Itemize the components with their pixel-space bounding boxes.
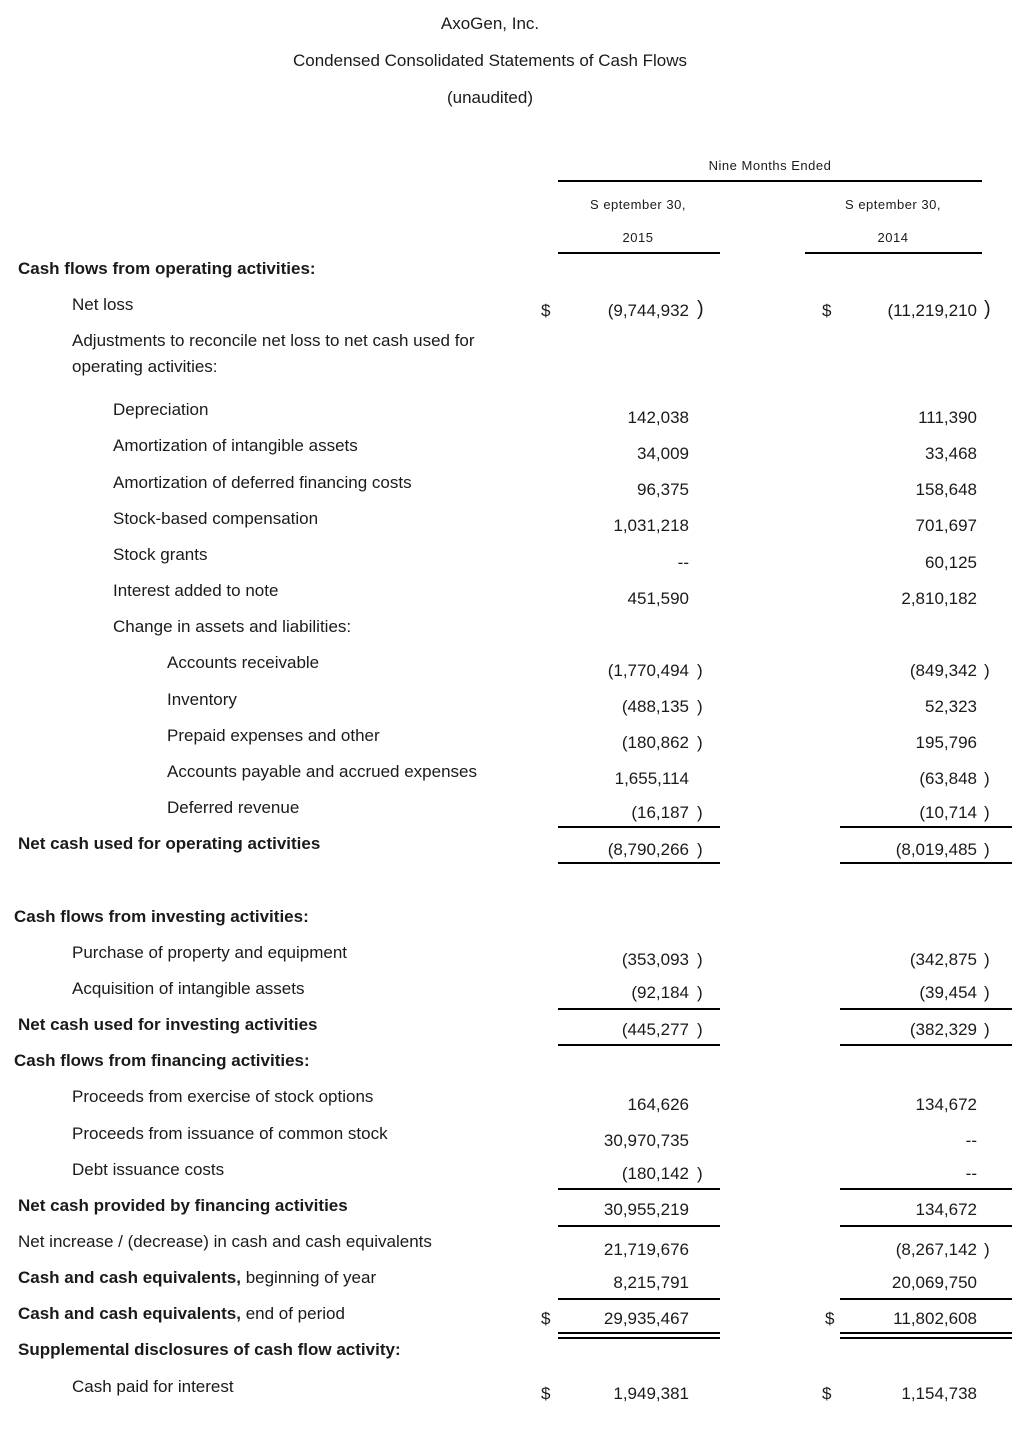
subtotal-rule bbox=[558, 1188, 720, 1190]
close-paren: ) bbox=[984, 298, 991, 320]
close-paren: ) bbox=[984, 840, 990, 859]
col2-header-rule bbox=[805, 252, 982, 254]
net-operating-2015: (8,790,266 bbox=[607, 840, 689, 859]
investing-activities-heading: Cash flows from investing activities: bbox=[14, 907, 309, 926]
supplemental-heading: Supplemental disclosures of cash flow activity: bbox=[18, 1340, 401, 1359]
close-paren: ) bbox=[984, 1020, 990, 1039]
close-paren: ) bbox=[697, 733, 703, 752]
net-operating-label: Net cash used for operating activities bbox=[18, 834, 321, 853]
ppe-label: Purchase of property and equipment bbox=[72, 943, 348, 962]
close-paren: ) bbox=[984, 950, 990, 969]
close-paren: ) bbox=[984, 1240, 990, 1259]
total-rule bbox=[558, 862, 720, 864]
common-stock-2014: -- bbox=[965, 1131, 977, 1150]
subtotal-rule bbox=[840, 1298, 1012, 1300]
depreciation-2015: 142,038 bbox=[627, 408, 689, 427]
adjustments-label-line1: Adjustments to reconcile net loss to net cash used for bbox=[72, 331, 475, 350]
dollar-sign: $ bbox=[541, 1384, 551, 1403]
net-loss-2014: (11,219,210 bbox=[887, 301, 977, 320]
ppe-2015: (353,093 bbox=[621, 950, 689, 969]
stock-grants-2015: -- bbox=[677, 553, 689, 572]
close-paren: ) bbox=[697, 661, 703, 680]
deferred-revenue-2014: (10,714 bbox=[919, 803, 977, 822]
accounts-payable-label: Accounts payable and accrued expenses bbox=[167, 762, 477, 781]
change-assets-liabilities-label: Change in assets and liabilities: bbox=[113, 617, 352, 636]
depreciation-label: Depreciation bbox=[113, 400, 209, 419]
stock-options-2015: 164,626 bbox=[627, 1095, 689, 1114]
close-paren: ) bbox=[697, 298, 704, 320]
dollar-sign: $ bbox=[825, 1309, 835, 1328]
close-paren: ) bbox=[697, 983, 703, 1002]
header-rule bbox=[558, 180, 982, 182]
deferred-revenue-label: Deferred revenue bbox=[167, 798, 300, 817]
accounts-payable-2015: 1,655,114 bbox=[614, 769, 689, 788]
col2-header-line1: S eptember 30, bbox=[845, 197, 941, 212]
stock-comp-2015: 1,031,218 bbox=[613, 516, 689, 535]
acquisition-intangibles-2015: (92,184 bbox=[631, 983, 689, 1002]
net-loss-label: Net loss bbox=[72, 295, 134, 314]
net-financing-label: Net cash provided by financing activities bbox=[18, 1196, 348, 1215]
cash-end-label-bold: Cash and cash equivalents, bbox=[18, 1304, 241, 1323]
ppe-2014: (342,875 bbox=[909, 950, 977, 969]
stock-grants-2014: 60,125 bbox=[925, 553, 977, 572]
col1-header-line2: 2015 bbox=[622, 230, 654, 245]
cash-end-label-rest: end of period bbox=[240, 1304, 345, 1323]
stock-comp-2014: 701,697 bbox=[915, 516, 977, 535]
total-rule bbox=[840, 1044, 1012, 1046]
stock-options-2014: 134,672 bbox=[915, 1095, 977, 1114]
stock-grants-label: Stock grants bbox=[113, 545, 208, 564]
net-operating-2014: (8,019,485 bbox=[895, 840, 977, 859]
net-loss-2015: (9,744,932 bbox=[607, 301, 689, 320]
dollar-sign: $ bbox=[822, 1384, 832, 1403]
inventory-label: Inventory bbox=[167, 690, 237, 709]
col1-header-line1: S eptember 30, bbox=[590, 197, 686, 212]
depreciation-2014: 111,390 bbox=[918, 408, 977, 427]
period-header: Nine Months Ended bbox=[708, 158, 832, 173]
accounts-receivable-2015: (1,770,494 bbox=[607, 661, 689, 680]
cash-end-label bbox=[18, 1304, 345, 1324]
acquisition-intangibles-2014: (39,454 bbox=[919, 983, 977, 1002]
prepaid-label: Prepaid expenses and other bbox=[167, 726, 380, 745]
interest-note-2015: 451,590 bbox=[627, 589, 689, 608]
stock-comp-label: Stock-based compensation bbox=[113, 509, 319, 528]
dollar-sign: $ bbox=[822, 301, 832, 320]
operating-activities-heading: Cash flows from operating activities: bbox=[18, 259, 316, 278]
close-paren: ) bbox=[984, 803, 990, 822]
interest-paid-2015: 1,949,381 bbox=[613, 1384, 689, 1403]
close-paren: ) bbox=[697, 803, 703, 822]
col1-header-rule bbox=[558, 252, 720, 254]
net-change-2014: (8,267,142 bbox=[895, 1240, 977, 1259]
net-change-label: Net increase / (decrease) in cash and cash equivalents bbox=[18, 1232, 432, 1251]
total-rule bbox=[558, 1225, 720, 1227]
subtotal-rule bbox=[558, 1298, 720, 1300]
grand-total-double-rule bbox=[558, 1332, 720, 1339]
adjustments-label-line2: operating activities: bbox=[72, 357, 218, 376]
amortization-intangibles-label: Amortization of intangible assets bbox=[113, 436, 358, 455]
cash-beginning-2015: 8,215,791 bbox=[613, 1273, 689, 1292]
cash-beginning-2014: 20,069,750 bbox=[891, 1273, 977, 1292]
total-rule bbox=[558, 1044, 720, 1046]
amortization-intangibles-2014: 33,468 bbox=[925, 444, 977, 463]
cash-beginning-label-rest: beginning of year bbox=[240, 1268, 377, 1287]
deferred-revenue-2015: (16,187 bbox=[631, 803, 689, 822]
net-investing-2014: (382,329 bbox=[909, 1020, 977, 1039]
close-paren: ) bbox=[697, 1164, 703, 1183]
net-investing-2015: (445,277 bbox=[621, 1020, 689, 1039]
unaudited-note: (unaudited) bbox=[446, 88, 533, 107]
accounts-receivable-2014: (849,342 bbox=[909, 661, 977, 680]
close-paren: ) bbox=[984, 983, 990, 1002]
amortization-intangibles-2015: 34,009 bbox=[637, 444, 689, 463]
acquisition-intangibles-label: Acquisition of intangible assets bbox=[72, 979, 305, 998]
accounts-payable-2014: (63,848 bbox=[919, 769, 977, 788]
interest-paid-label: Cash paid for interest bbox=[72, 1377, 234, 1396]
close-paren: ) bbox=[697, 697, 703, 716]
debt-issuance-label: Debt issuance costs bbox=[72, 1160, 225, 1179]
subtotal-rule bbox=[558, 1008, 720, 1010]
close-paren: ) bbox=[984, 769, 990, 788]
debt-issuance-2015: (180,142 bbox=[621, 1164, 689, 1183]
amortization-financing-2015: 96,375 bbox=[637, 480, 689, 499]
prepaid-2014: 195,796 bbox=[915, 733, 977, 752]
financing-activities-heading: Cash flows from financing activities: bbox=[14, 1051, 310, 1070]
net-investing-label: Net cash used for investing activities bbox=[18, 1015, 318, 1034]
subtotal-rule bbox=[840, 1008, 1012, 1010]
grand-total-double-rule bbox=[840, 1332, 1012, 1339]
close-paren: ) bbox=[697, 840, 703, 859]
subtotal-rule bbox=[840, 826, 1012, 828]
stock-options-label: Proceeds from exercise of stock options bbox=[72, 1087, 374, 1106]
total-rule bbox=[840, 1225, 1012, 1227]
close-paren: ) bbox=[697, 950, 703, 969]
cash-beginning-label-bold: Cash and cash equivalents, bbox=[18, 1268, 241, 1287]
interest-note-2014: 2,810,182 bbox=[901, 589, 977, 608]
interest-note-label: Interest added to note bbox=[113, 581, 279, 600]
subtotal-rule bbox=[840, 1188, 1012, 1190]
amortization-financing-2014: 158,648 bbox=[915, 480, 977, 499]
net-financing-2014: 134,672 bbox=[915, 1200, 977, 1219]
subtotal-rule bbox=[558, 826, 720, 828]
company-name: AxoGen, Inc. bbox=[440, 14, 540, 33]
amortization-financing-label: Amortization of deferred financing costs bbox=[113, 473, 412, 492]
close-paren: ) bbox=[984, 661, 990, 680]
col2-header-line2: 2014 bbox=[877, 230, 909, 245]
cash-beginning-label bbox=[18, 1268, 376, 1288]
inventory-2014: 52,323 bbox=[925, 697, 977, 716]
dollar-sign: $ bbox=[541, 301, 551, 320]
statement-title: Condensed Consolidated Statements of Cash Flows bbox=[292, 51, 688, 70]
interest-paid-2014: 1,154,738 bbox=[901, 1384, 977, 1403]
net-change-2015: 21,719,676 bbox=[603, 1240, 689, 1259]
prepaid-2015: (180,862 bbox=[621, 733, 689, 752]
total-rule bbox=[840, 862, 1012, 864]
cash-end-2014: 11,802,608 bbox=[893, 1309, 977, 1328]
net-financing-2015: 30,955,219 bbox=[603, 1200, 689, 1219]
close-paren: ) bbox=[697, 1020, 703, 1039]
dollar-sign: $ bbox=[541, 1309, 551, 1328]
debt-issuance-2014: -- bbox=[965, 1164, 977, 1183]
accounts-receivable-label: Accounts receivable bbox=[167, 653, 320, 672]
cash-end-2015: 29,935,467 bbox=[603, 1309, 689, 1328]
common-stock-2015: 30,970,735 bbox=[603, 1131, 689, 1150]
common-stock-label: Proceeds from issuance of common stock bbox=[72, 1124, 388, 1143]
inventory-2015: (488,135 bbox=[621, 697, 689, 716]
